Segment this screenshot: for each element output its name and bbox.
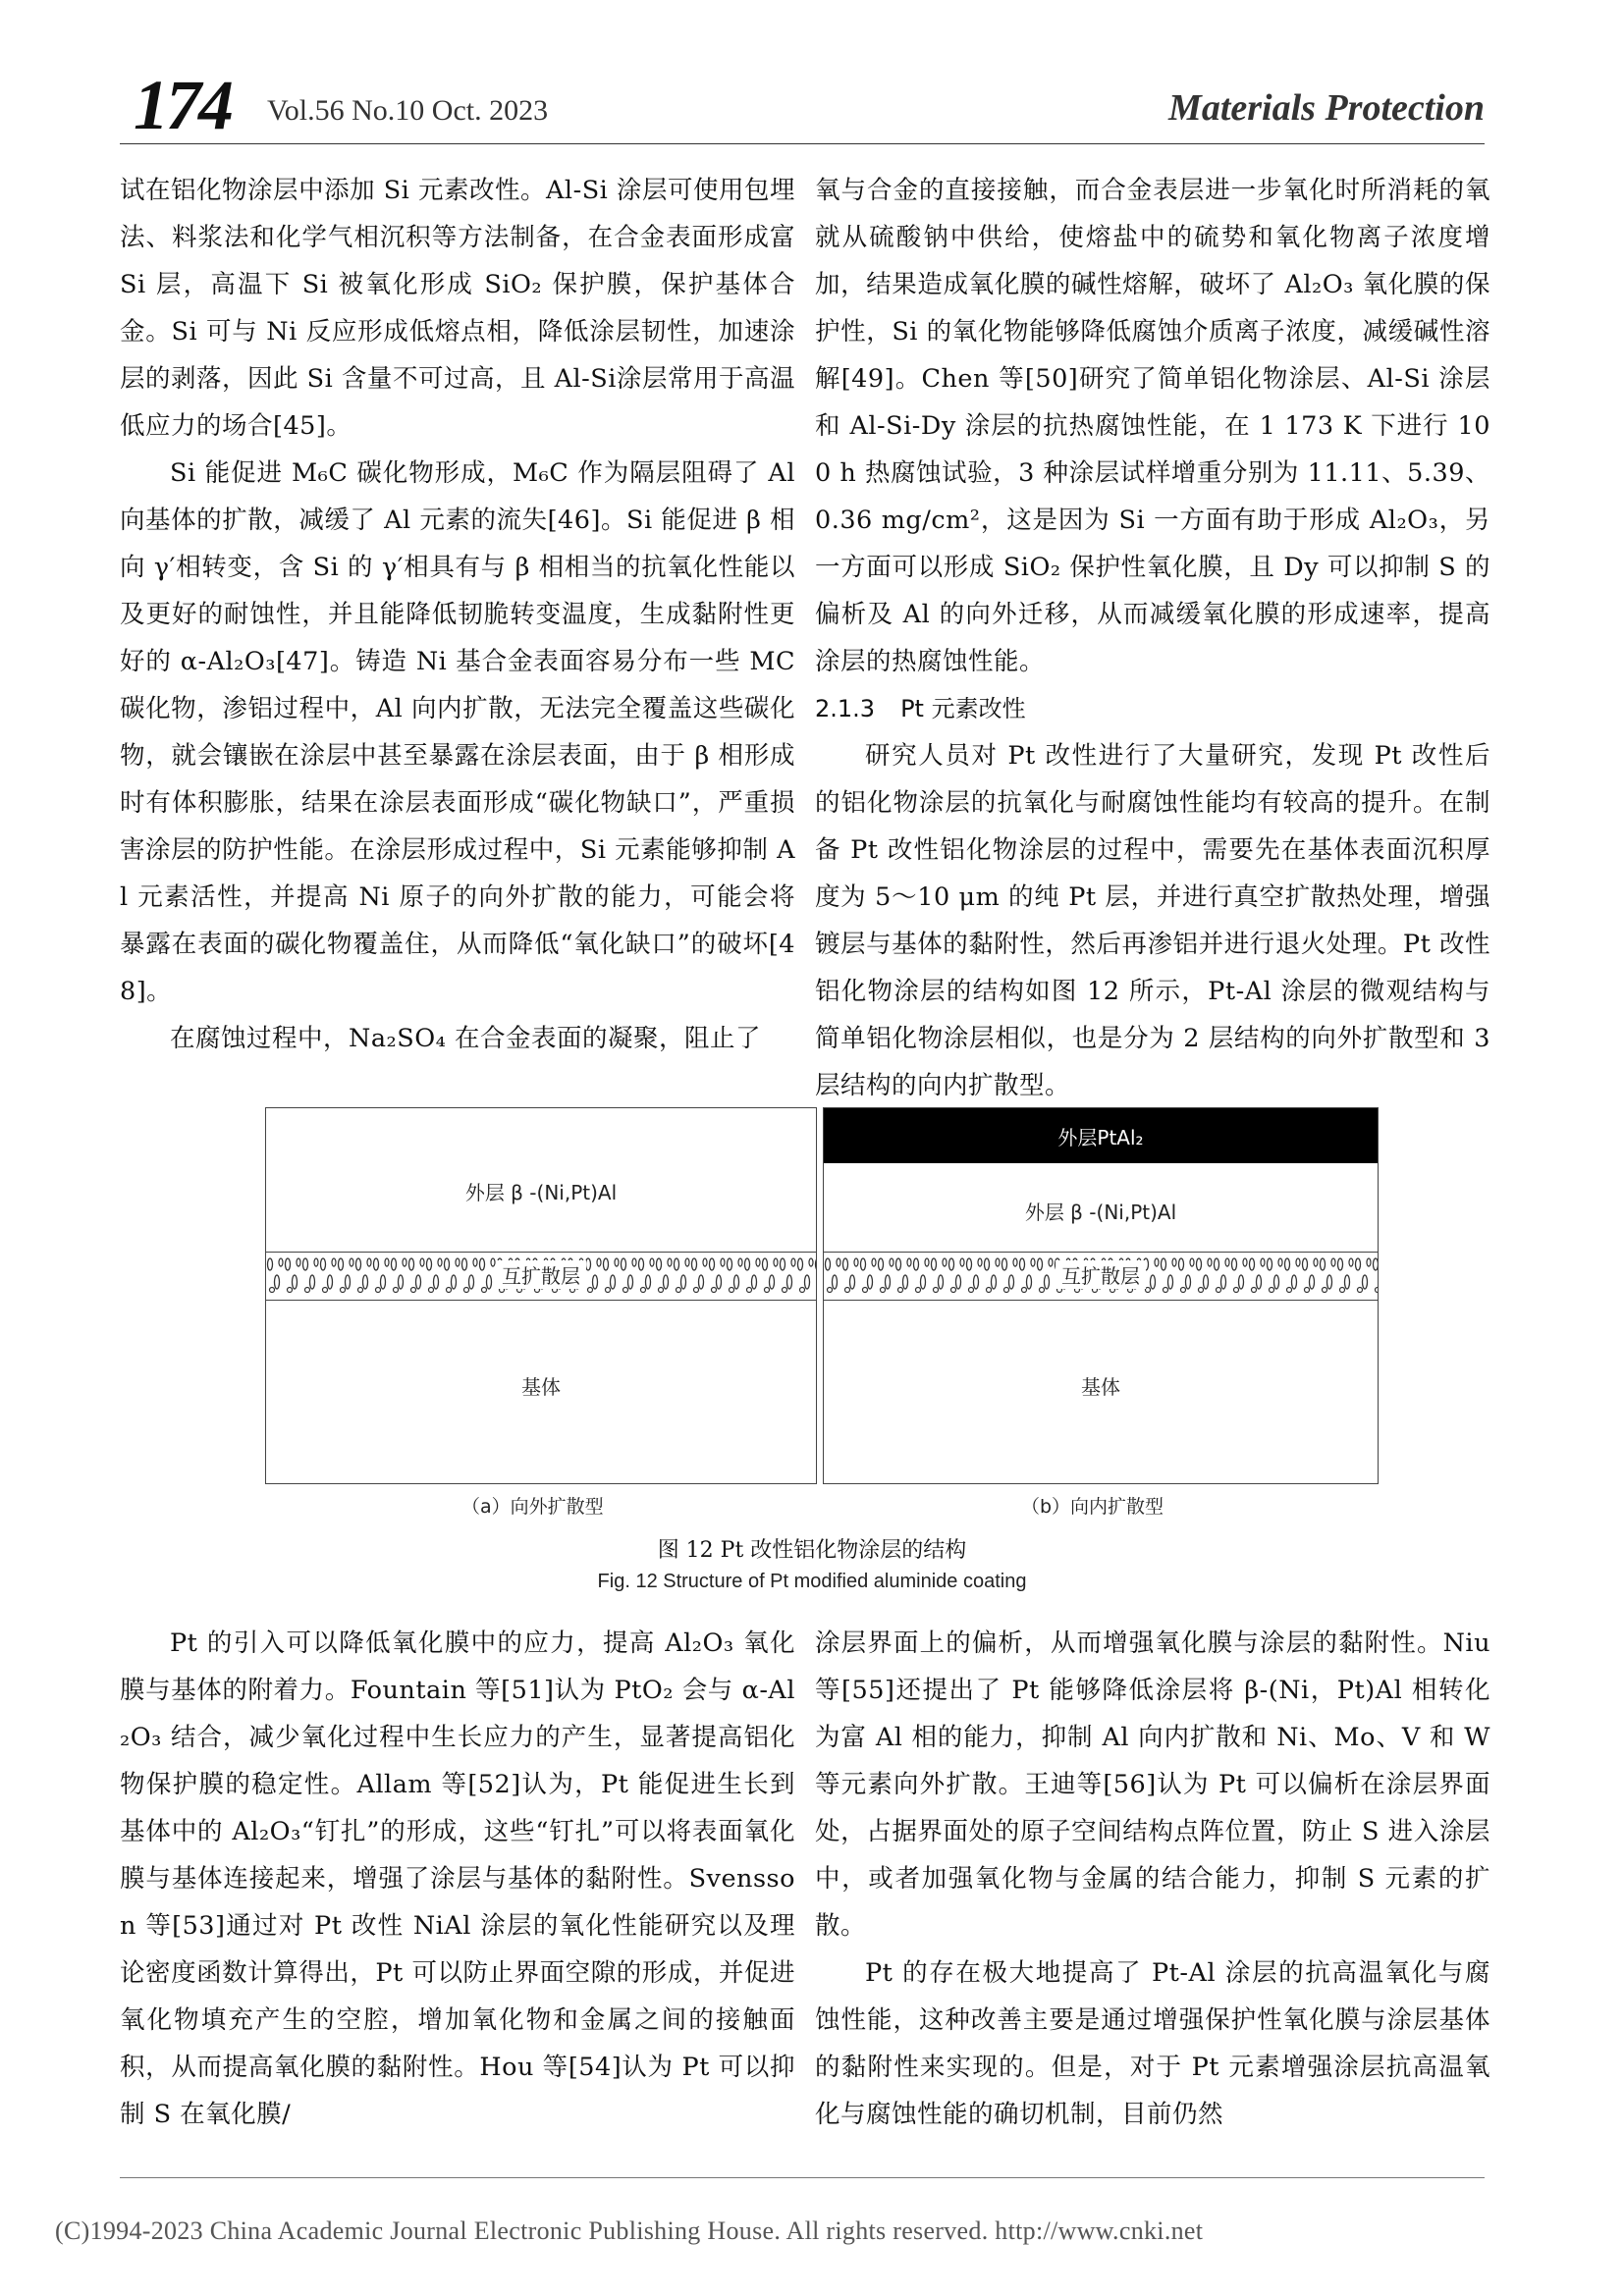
header-divider [120, 143, 1485, 144]
column-bottom-left [120, 1620, 795, 2138]
figure-panel-a [265, 1107, 817, 1484]
ptal2-layer [824, 1108, 1378, 1163]
copyright-notice: (C)1994-2023 China Academic Journal Electronic Publishing House. All rights reserved. http://www.cnki.net [55, 2216, 1204, 2245]
interdiffusion-band [266, 1252, 816, 1301]
paragraph: 涂层界面上的偏析，从而增强氧化膜与涂层的黏附性。Niu 等[55]还提出了 Pt 能够降低涂层将 β-(Ni，Pt)Al 相转化为富 Al 相的能力，抑制 Al 向内扩散和 Ni、Mo、V 和 W 等元素向外扩散。王迪等[56]认为 Pt 可以偏析在涂层界面处，占据界面处的原子空间结构点阵位置，防止 S 进入涂层中，或者加强氧化物与金属的结合能力，抑制 S 元素的扩散。 [815, 1629, 1490, 1941]
interdiffusion-label: 互扩散层 [1056, 1260, 1146, 1289]
figure-caption-cn: 图 12 Pt 改性铝化物涂层的结构 [657, 1538, 967, 1563]
section-heading [815, 685, 1490, 732]
figure-panel-b [823, 1107, 1379, 1484]
ptal2-label: 外层PtAl₂ [1057, 1126, 1144, 1149]
paragraph: Pt 的存在极大地提高了 Pt-Al 涂层的抗高温氧化与腐蚀性能，这种改善主要是通过增强保护性氧化膜与涂层基体的黏附性来实现的。但是，对于 Pt 元素增强涂层抗高温氧化与腐蚀性能的确切机制，目前仍然 [815, 1958, 1490, 2129]
section-title: Pt 元素改性 [900, 695, 1026, 722]
paragraph: 在腐蚀过程中，Na₂SO₄ 在合金表面的凝聚，阻止了 [170, 1024, 761, 1053]
outer-layer-label: 外层 β -(Ni,Pt)Al [1024, 1201, 1177, 1224]
volume-info: Vol.56 No.10 Oct. 2023 [267, 94, 549, 127]
outer-layer-label: 外层 β -(Ni,Pt)Al [464, 1181, 618, 1204]
paragraph: Pt 的引入可以降低氧化膜中的应力，提高 Al₂O₃ 氧化膜与基体的附着力。Fountain 等[51]认为 PtO₂ 会与 α-Al₂O₃ 结合，减少氧化过程中生长应力的产生，显著提高铝化物保护膜的稳定性。Allam 等[52]认为，Pt 能促进生长到基体中的 Al₂O₃“钉扎”的形成，这些“钉扎”可以将表面氧化膜与基体连接起来，增强了涂层与基体的黏附性。Svensson 等[53]通过对 Pt 改性 NiAl 涂层的氧化性能研究以及理论密度函数计算得出，Pt 可以防止界面空隙的形成，并促进氧化物填充产生的空腔，增加氧化物和金属之间的接触面积，从而提高氧化膜的黏附性。Hou 等[54]认为 Pt 可以抑制 S 在氧化膜/ [120, 1629, 795, 2129]
page-header [120, 66, 1485, 144]
subfigure-caption-b: （b）向内扩散型 [1021, 1496, 1164, 1518]
interdiffusion-label: 互扩散层 [496, 1260, 586, 1289]
paragraph: 研究人员对 Pt 改性进行了大量研究，发现 Pt 改性后的铝化物涂层的抗氧化与耐腐蚀性能均有较高的提升。在制备 Pt 改性铝化物涂层的过程中，需要先在基体表面沉积厚度为 5～10 μm 的纯 Pt 层，并进行真空扩散热处理，增强镀层与基体的黏附性，然后再渗铝并进行退火处理。Pt 改性铝化物涂层的结构如图 12 所示，Pt-Al 涂层的微观结构与简单铝化物涂层相似，也是分为 2 层结构的向外扩散型和 3 层结构的向内扩散型。 [815, 741, 1490, 1100]
journal-name: Materials Protection [1168, 87, 1485, 129]
column-top-right [815, 167, 1490, 1109]
page-number: 174 [134, 66, 231, 144]
paragraph: 试在铝化物涂层中添加 Si 元素改性。Al-Si 涂层可使用包埋法、料浆法和化学气相沉积等方法制备，在合金表面形成富 Si 层，高温下 Si 被氧化形成 SiO₂ 保护膜，保护基体合金。Si 可与 Ni 反应形成低熔点相，降低涂层韧性，加速涂层的剥落，因此 Si 含量不可过高，且 Al-Si涂层常用于高温低应力的场合[45]。 [120, 176, 795, 441]
substrate-label: 基体 [521, 1375, 561, 1399]
column-top-left [120, 167, 795, 1062]
paragraph: 氧与合金的直接接触，而合金表层进一步氧化时所消耗的氧就从硫酸钠中供给，使熔盐中的硫势和氧化物离子浓度增加，结果造成氧化膜的碱性熔解，破坏了 Al₂O₃ 氧化膜的保护性，Si 的氧化物能够降低腐蚀介质离子浓度，减缓碱性溶解[49]。Chen 等[50]研究了简单铝化物涂层、Al-Si 涂层和 Al-Si-Dy 涂层的抗热腐蚀性能，在 1 173 K 下进行 100 h 热腐蚀试验，3 种涂层试样增重分别为 11.11、5.39、0.36 mg/cm²，这是因为 Si 一方面有助于形成 Al₂O₃，另一方面可以形成 SiO₂ 保护性氧化膜，且 Dy 可以抑制 S 的偏析及 Al 的向外迁移，从而减缓氧化膜的形成速率，提高涂层的热腐蚀性能。 [815, 176, 1490, 676]
section-number: 2.1.3 [815, 695, 876, 722]
subfigure-caption-a: （a）向外扩散型 [461, 1496, 604, 1518]
substrate-label: 基体 [1081, 1375, 1120, 1399]
paragraph: Si 能促进 M₆C 碳化物形成，M₆C 作为隔层阻碍了 Al 向基体的扩散，减缓了 Al 元素的流失[46]。Si 能促进 β 相向 γ′相转变，含 Si 的 γ′相具有与 β 相相当的抗氧化性能以及更好的耐蚀性，并且能降低韧脆转变温度，生成黏附性更好的 α-Al₂O₃[47]。铸造 Ni 基合金表面容易分布一些 MC 碳化物，渗铝过程中，Al 向内扩散，无法完全覆盖这些碳化物，就会镶嵌在涂层中甚至暴露在涂层表面，由于 β 相形成时有体积膨胀，结果在涂层表面形成“碳化物缺口”，严重损害涂层的防护性能。在涂层形成过程中，Si 元素能够抑制 Al 元素活性，并提高 Ni 原子的向外扩散的能力，可能会将暴露在表面的碳化物覆盖住，从而降低“氧化缺口”的破坏[48]。 [120, 458, 795, 1006]
column-bottom-right [815, 1620, 1490, 2138]
interdiffusion-band [824, 1252, 1378, 1301]
figure-caption-en: Fig. 12 Structure of Pt modified aluminide coating [597, 1571, 1027, 1592]
footer-divider [120, 2177, 1485, 2178]
